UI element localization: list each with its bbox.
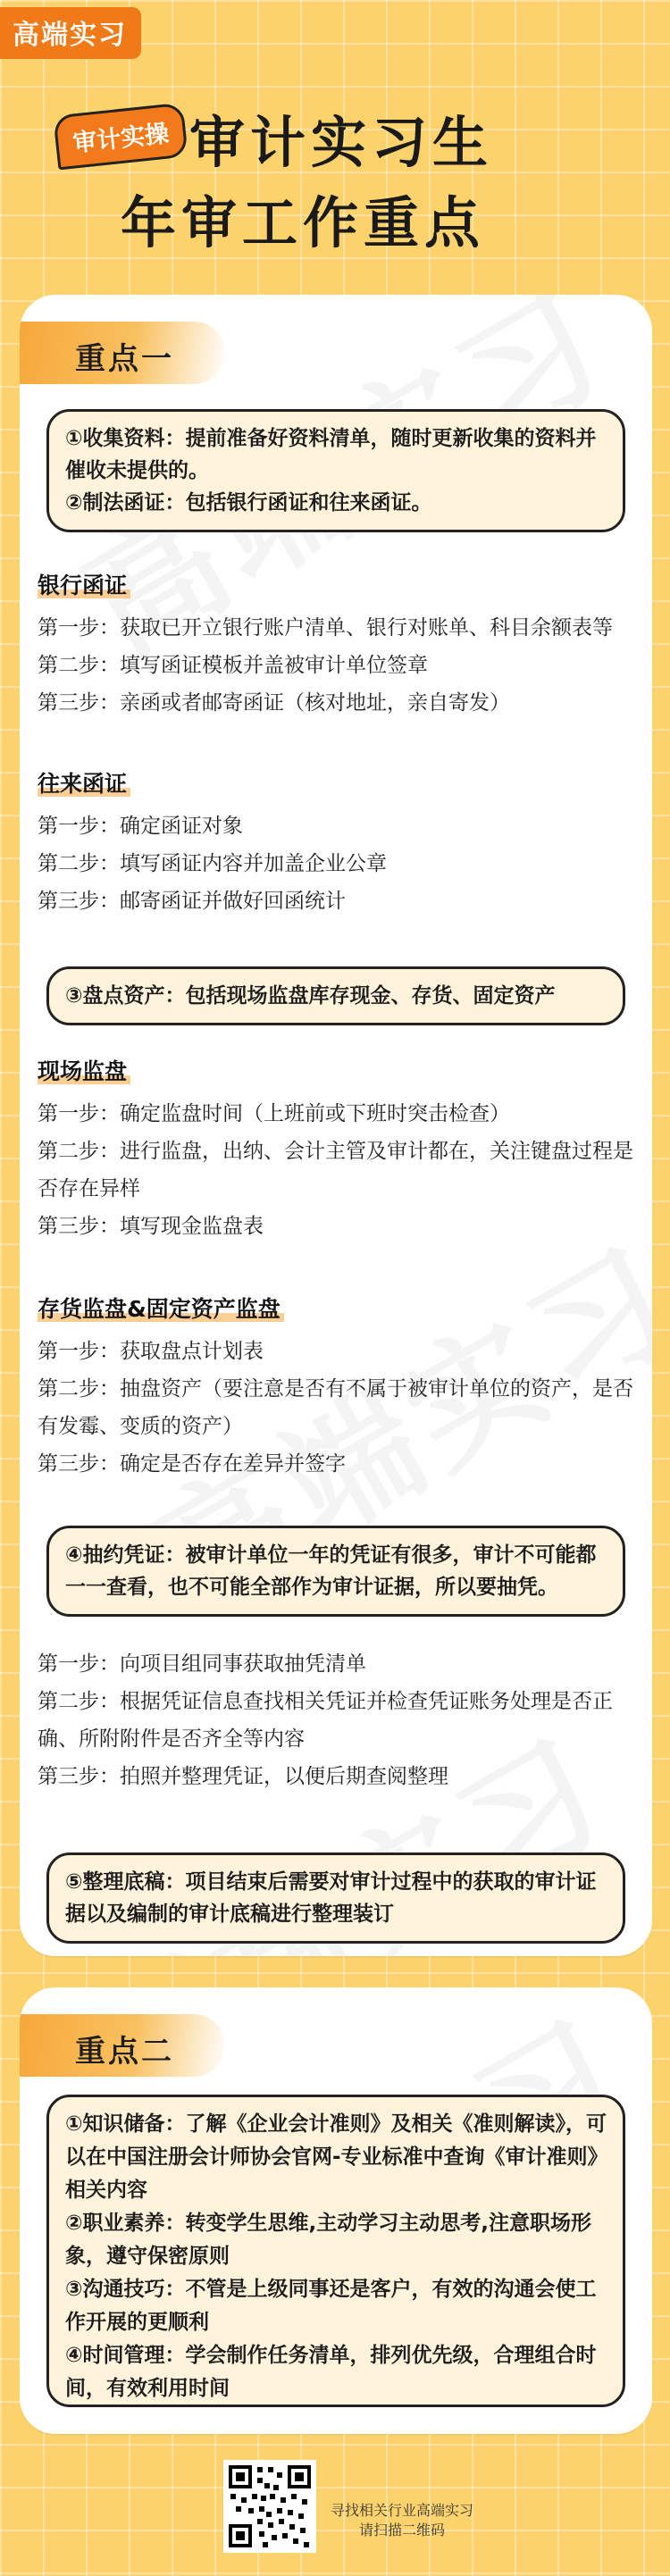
heading-bank-confirmation: 银行函证 bbox=[38, 568, 127, 600]
box-text: ③盘点资产：包括现场监盘库存现金、存货、固定资产 bbox=[65, 984, 556, 1008]
info-box-inventory-count bbox=[46, 966, 625, 1025]
section1-card bbox=[20, 295, 652, 1956]
steps-current bbox=[38, 807, 636, 920]
step-item: 第一步：向项目组同事获取抽凭清单 bbox=[38, 1652, 366, 1676]
box-text: ④抽约凭证：被审计单位一年的凭证有很多，审计不可能都一一查看，也不可能全部作为审计证据，所以要抽凭。 bbox=[65, 1543, 597, 1599]
step-item: 第三步：邮寄函证并做好回函统计 bbox=[38, 890, 346, 913]
tip-item: ④时间管理：学会制作任务清单，排列优先级，合理组合时间，有效利用时间 bbox=[65, 2344, 597, 2400]
info-box-workpapers bbox=[46, 1853, 625, 1944]
step-item: 第三步：填写现金监盘表 bbox=[38, 1215, 264, 1238]
page-title-line2: 年审工作重点 bbox=[121, 190, 486, 255]
section2-card bbox=[20, 1987, 652, 2434]
step-item: 第二步：抽盘资产（要注意是否有不属于被审计单位的资产，是否有发霉、变质的资产） bbox=[38, 1377, 633, 1438]
info-box-voucher bbox=[46, 1526, 625, 1617]
section2-tag bbox=[20, 2014, 225, 2077]
step-item: 第三步：亲函或者邮寄函证（核对地址，亲自寄发） bbox=[38, 691, 510, 715]
step-item: 第一步：获取已开立银行账户清单、银行对账单、科目余额表等 bbox=[38, 616, 613, 640]
section1-label: 重点一 bbox=[75, 341, 174, 377]
box-text: ①收集资料：提前准备好资料清单，随时更新收集的资料并催收未提供的。 bbox=[65, 427, 597, 482]
heading-inventory-count: 存货监盘&固定资产监盘 bbox=[38, 1292, 281, 1324]
title-block bbox=[0, 54, 670, 268]
step-item: 第三步：确定是否存在差异并签字 bbox=[38, 1452, 346, 1476]
footer-line2: 请扫描二维码 bbox=[359, 2522, 446, 2538]
step-item: 第二步：填写函证模板并盖被审计单位签章 bbox=[38, 654, 428, 677]
step-item: 第二步：根据凭证信息查找相关凭证并检查凭证账务处理是否正确、所附附件是否齐全等内容 bbox=[38, 1690, 613, 1751]
info-box-tips bbox=[46, 2095, 625, 2407]
footer bbox=[0, 2447, 670, 2572]
heading-current-confirmation: 往来函证 bbox=[38, 766, 127, 799]
step-item: 第一步：确定监盘时间（上班前或下班时突击检查） bbox=[38, 1102, 510, 1125]
footer-text bbox=[331, 2501, 473, 2540]
box-text: ⑤整理底稿：项目结束后需要对审计过程中的获取的审计证据以及编制的审计底稿进行整理装订 bbox=[65, 1870, 597, 1926]
steps-voucher bbox=[38, 1645, 636, 1795]
box-text: ②制法函证：包括银行函证和往来函证。 bbox=[65, 491, 432, 514]
steps-onsite bbox=[38, 1095, 636, 1245]
footer-line1: 寻找相关行业高端实习 bbox=[331, 2502, 474, 2519]
heading-onsite-count: 现场监盘 bbox=[38, 1054, 127, 1086]
section1-tag bbox=[20, 322, 225, 384]
steps-bank bbox=[38, 609, 636, 722]
info-box-collect bbox=[46, 409, 625, 532]
step-item: 第三步：拍照并整理凭证，以便后期查阅整理 bbox=[38, 1765, 448, 1788]
step-item: 第一步：获取盘点计划表 bbox=[38, 1340, 264, 1363]
step-item: 第一步：确定函证对象 bbox=[38, 815, 243, 838]
step-item: 第二步：进行监盘，出纳、会计主管及审计都在，关注键盘过程是否存在异样 bbox=[38, 1140, 633, 1200]
brand-tag: 高端实习 bbox=[0, 7, 141, 59]
title-badge: 审计实操 bbox=[53, 103, 188, 171]
tip-item: ②职业素养：转变学生思维,主动学习主动思考,注意职场形象，遵守保密原则 bbox=[65, 2212, 591, 2268]
steps-inventory bbox=[38, 1333, 636, 1483]
qr-code-icon[interactable] bbox=[223, 2460, 316, 2553]
step-item: 第二步：填写函证内容并加盖企业公章 bbox=[38, 852, 387, 875]
section2-label: 重点二 bbox=[75, 2034, 174, 2070]
tip-item: ①知识储备：了解《企业会计准则》及相关《准则解读》，可以在中国注册会计师协会官网-专业标准中查询《审计准则》相关内容 bbox=[65, 2112, 607, 2202]
page-title-line1: 审计实习生 bbox=[189, 110, 494, 175]
tip-item: ③沟通技巧：不管是上级同事还是客户，有效的沟通会使工作开展的更顺利 bbox=[65, 2278, 597, 2334]
